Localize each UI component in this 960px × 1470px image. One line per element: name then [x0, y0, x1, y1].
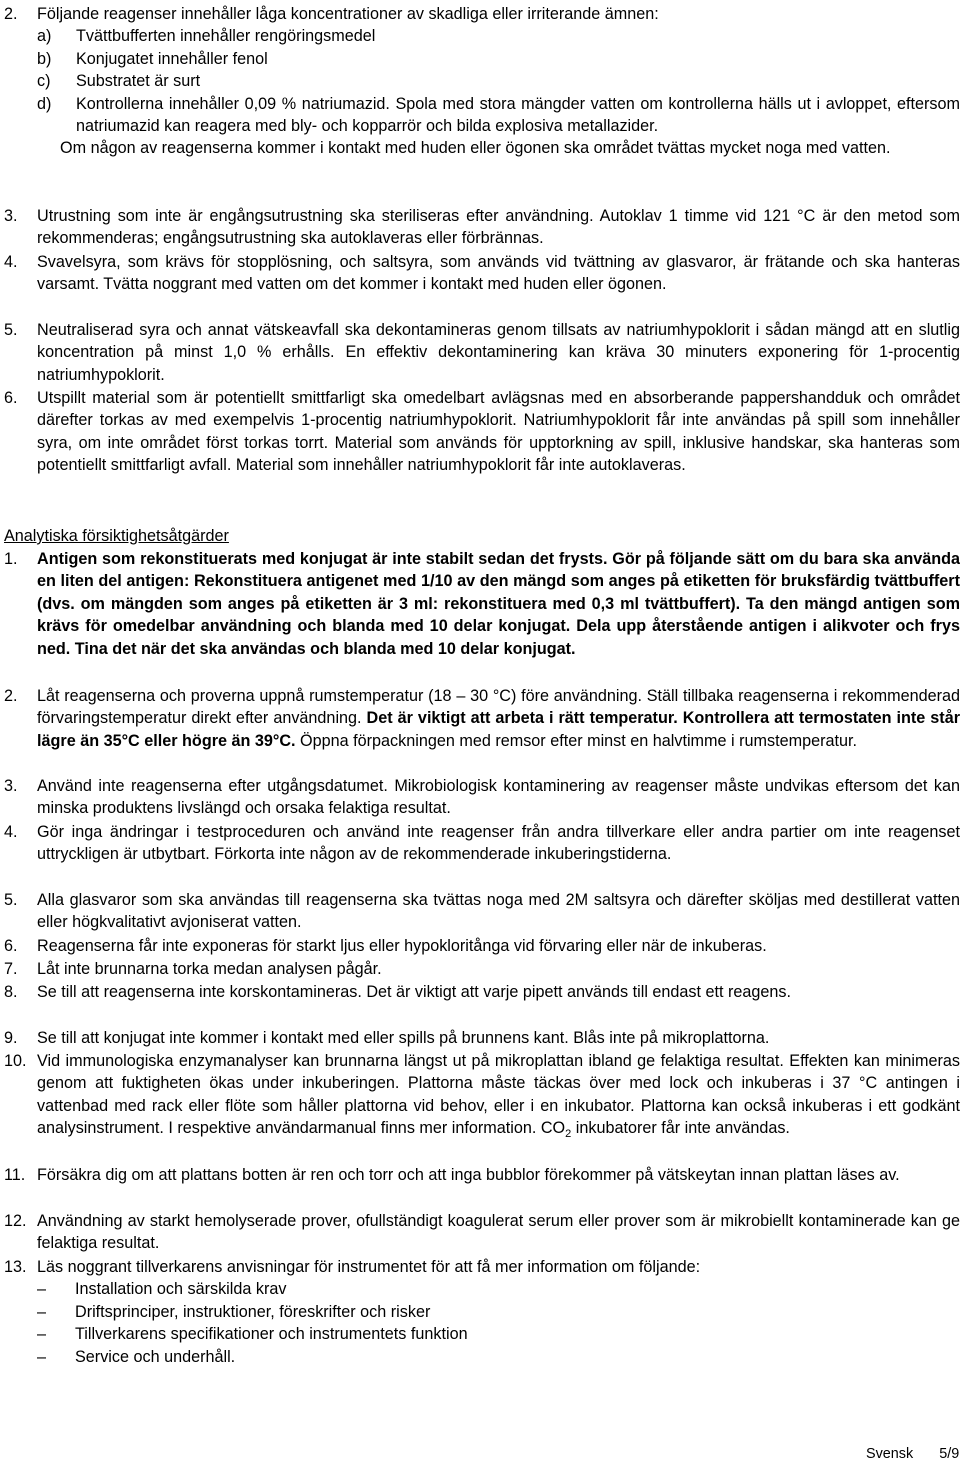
footer-page-number: 5/9 [939, 1446, 960, 1462]
text-span: Vid immunologiska enzymanalyser kan brunnarna längst ut på mikroplattan ibland ge felaktiga resultat. Effekten kan minimeras genom att fuktigheten ökas under inkuberingen. Plattorna måste täckas över med lock och inkuberas i 37 °C antingen i vattenbad med rack eller flöte som håller plattorna vid behov, eller i en inkubator. Plattorna kan också inkuberas i ett godkänt analysinstrument. I respektive användarmanual finns mer information. CO [37, 1052, 960, 1138]
sub-item [37, 93, 960, 138]
item-text: Låt inte brunnarna torka medan analysen pågår. [37, 960, 382, 978]
item-text: Reagenserna får inte exponeras för starkt ljus eller hypokloritånga vid förvaring eller när de inkuberas. [37, 937, 767, 955]
sub-item [37, 70, 960, 92]
sub-text: Konjugatet innehåller fenol [76, 49, 268, 68]
item-text: Försäkra dig om att plattans botten är ren och torr och att inga bubblor förekommer på vätskeytan innan plattan läses av. [37, 1166, 900, 1184]
dash-list-item [37, 1278, 960, 1300]
sub-item [37, 25, 960, 47]
item-number: 8. [4, 983, 18, 1001]
list-item [0, 889, 960, 934]
sub-text: Tvättbufferten innehåller rengöringsmedel [76, 27, 376, 46]
item-text: Användning av starkt hemolyserade prover, ofullständigt koagulerat serum eller prover som är mikrobiellt kontaminerade kan ge felaktiga resultat. [37, 1212, 960, 1253]
list-item [0, 1256, 960, 1368]
footer-language: Svensk [866, 1446, 914, 1462]
sub-letter: c) [37, 72, 51, 91]
list-item [0, 775, 960, 820]
item-number: 10. [4, 1052, 27, 1070]
item-number: 12. [4, 1212, 27, 1230]
item-number: 9. [4, 1029, 18, 1047]
item-number: 13. [4, 1258, 27, 1276]
item-text: Använd inte reagenserna efter utgångsdatumet. Mikrobiologisk kontaminering av reagenser måste undvikas eftersom det kan minska produktens livslängd och orsaka felaktiga resultat. [37, 777, 960, 818]
section-heading: Analytiska försiktighetsåtgärder [4, 527, 229, 545]
item-text [37, 1050, 960, 1146]
dash-bullet: – [37, 1325, 47, 1344]
dash-bullet: – [37, 1302, 47, 1321]
list-item [0, 958, 960, 980]
dash-item-text: Driftsprinciper, instruktioner, föreskrifter och risker [75, 1302, 431, 1321]
list-item [0, 387, 960, 477]
list-item [0, 685, 960, 752]
item-text: Se till att konjugat inte kommer i kontakt med eller spills på brunnens kant. Blås inte på mikroplattorna. [37, 1029, 770, 1047]
dash-bullet: – [37, 1280, 47, 1299]
sub-text: Kontrollerna innehåller 0,09 % natriumazid. Spola med stora mängder vatten om kontrollerna hälls ut i avloppet, eftersom natriumazid kan reagera med bly- och kopparrör och bilda explosiva metallazider. [76, 94, 960, 136]
text-span: Öppna förpackningen med remsor efter minst en halvtimme i rumstemperatur. [295, 731, 857, 750]
item-text [37, 685, 960, 752]
list-item [0, 319, 960, 386]
subscript: 2 [565, 1128, 572, 1141]
dash-item-text: Tillverkarens specifikationer och instrumentets funktion [75, 1325, 468, 1344]
sub-letter: d) [37, 94, 52, 113]
list-item [0, 935, 960, 957]
dash-list-item [37, 1301, 960, 1323]
item-number: 4. [4, 253, 18, 271]
emphasis-text: Det är viktigt att arbeta i rätt temperatur. Kontrollera att termostaten inte står lägre än 35°C eller högre än 39°C. [37, 709, 960, 750]
item-number: 7. [4, 960, 18, 978]
item-text: Utrustning som inte är engångsutrustning ska steriliseras efter användning. Autoklav 1 timme vid 121 °C är den metod som rekommenderas; engångsutrustning ska autoklaveras eller förbrännas. [37, 207, 960, 248]
sub-text: Substratet är surt [76, 72, 201, 91]
item-number: 6. [4, 937, 18, 955]
item-text: Antigen som rekonstituerats med konjugat är inte stabilt sedan det frysts. Gör på följande sätt om du bara ska använda en liten del antigen: Rekonstituera antigenet med 1/10 av den mängd som anges på etiketten för bruksfärdig tvättbuffert (dvs. om mängden som anges på etiketten är 3 ml: rekonstituera med 0,3 ml tvättbuffert). Ta den mängd antigen som krävs för omedelbar användning och blanda med 10 delar konjugat. Dela upp återstående antigen i alikvoter och frys ned. Tina det när det ska användas och blanda med 10 delar konjugat. [37, 550, 960, 658]
item-text: Utspillt material som är potentiellt smittfarligt ska omedelbart avlägsnas med en absorberande pappershandduk och området därefter torkas av med exempelvis 1-procentig natriumhypoklorit. Natriumhypoklorit får inte användas på spill som innehåller syra, om inte området först torkas torrt. Material som används för upptorkning av spill, inklusive handskar, ska hanteras som potentiellt smittfarligt avfall. Material som innehåller natriumhypoklorit får inte autoklaveras. [37, 389, 960, 475]
item-text: Om någon av reagenserna kommer i kontakt med huden eller ögonen ska området tvättas mycket noga med vatten. [60, 139, 891, 158]
list-item [0, 548, 960, 660]
list-item [0, 3, 960, 160]
text-span: Låt reagenserna och proverna uppnå rumstemperatur (18 – 30 °C) före användning. Ställ tillbaka reagenserna i rekommenderad förvaringstemperatur direkt efter användning. [37, 687, 960, 728]
list-item [0, 251, 960, 296]
item-number: 5. [4, 321, 18, 339]
dash-bullet: – [37, 1347, 47, 1366]
item-number: 3. [4, 207, 18, 225]
item-text: Se till att reagenserna inte korskontamineras. Det är viktigt att varje pipett används till endast ett reagens. [37, 983, 792, 1001]
item-text: Alla glasvaror som ska användas till reagenserna ska tvättas noga med 2M saltsyra och därefter sköljas med destillerat vatten eller högkvalitativt avjoniserat vatten. [37, 891, 960, 932]
list-item [0, 205, 960, 250]
dash-item-text: Service och underhåll. [75, 1347, 236, 1366]
item-number: 6. [4, 389, 18, 407]
list-item [0, 1027, 960, 1049]
item-text: Gör inga ändringar i testproceduren och använd inte reagenser från andra tillverkare eller andra partier om inte reagenset uttryckligen är utbytbart. Förkorta inte någon av de rekommenderade inkuberingstiderna. [37, 823, 960, 864]
list-item [0, 1050, 960, 1146]
sub-letter: a) [37, 27, 52, 46]
sub-letter: b) [37, 49, 52, 68]
list-item [0, 1210, 960, 1255]
list-item [0, 981, 960, 1003]
item-text: Läs noggrant tillverkarens anvisningar för instrumentet för att få mer information om följande: [37, 1258, 701, 1276]
dash-list-item [37, 1323, 960, 1345]
item-number: 11. [4, 1166, 26, 1184]
item-number: 5. [4, 891, 18, 909]
dash-list-item [37, 1346, 960, 1368]
item-number: 2. [4, 5, 18, 23]
list-item [0, 1164, 960, 1186]
item-text: Svavelsyra, som krävs för stopplösning, och saltsyra, som används vid tvättning av glasvaror, är frätande och ska hanteras varsamt. Tvätta noggrant med vatten om det kommer i kontakt med huden eller ögonen. [37, 253, 960, 294]
page-footer [866, 1443, 959, 1465]
list-item [0, 821, 960, 866]
item-number: 2. [4, 687, 18, 705]
text-span: inkubatorer får inte användas. [571, 1119, 790, 1138]
item-text: Neutraliserad syra och annat vätskeavfall ska dekontamineras genom tillsats av natriumhypoklorit i sådan mängd att en slutlig koncentration på minst 1,0 % erhålls. En effektiv dekontaminering kan kräva 30 minuters exponering för 1-procentig natriumhypoklorit. [37, 321, 960, 384]
sub-item [37, 48, 960, 70]
item-number: 4. [4, 823, 18, 841]
dash-item-text: Installation och särskilda krav [75, 1280, 287, 1299]
item-number: 3. [4, 777, 18, 795]
item-text: Följande reagenser innehåller låga koncentrationer av skadliga eller irriterande ämnen: [37, 5, 659, 23]
item-number: 1. [4, 550, 18, 568]
